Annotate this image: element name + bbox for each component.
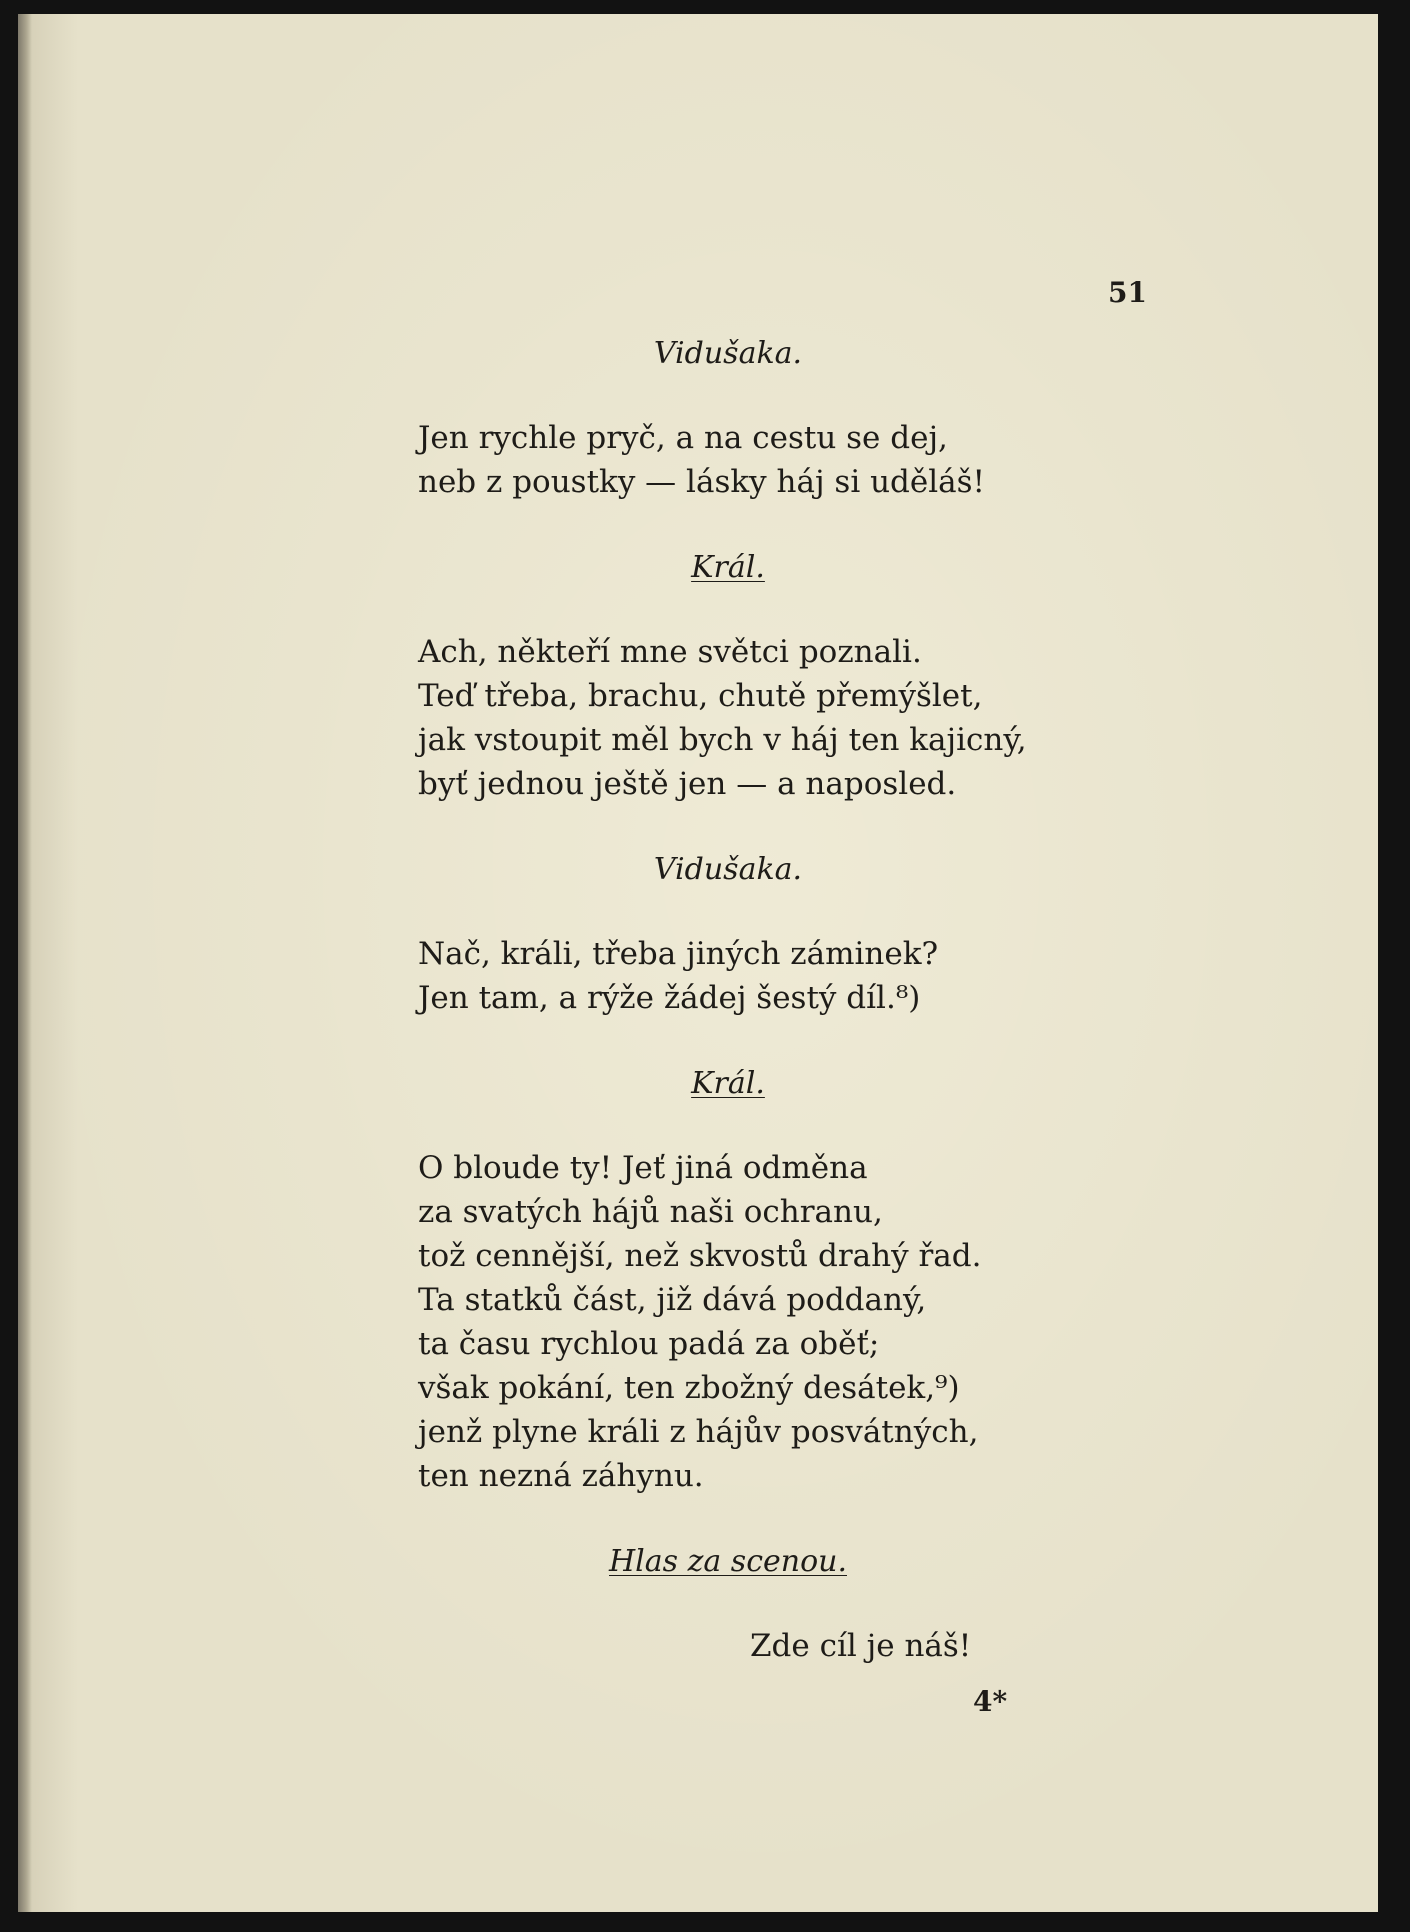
speaker-heading: Král.	[691, 550, 765, 585]
binding-edge	[18, 14, 32, 1912]
verse-text	[418, 332, 1118, 1724]
verse-line: za svatých hájů naši ochranu,	[418, 1194, 883, 1230]
speaker-heading: Vidušaka.	[653, 336, 803, 371]
verse-line: O bloude ty! Jeť jiná odměna	[418, 1150, 868, 1186]
verse-line: byť jednou ještě jen — a naposled.	[418, 766, 957, 802]
stanza	[418, 630, 1118, 806]
verse-line: jak vstoupit měl bych v háj ten kajicný,	[418, 722, 1027, 758]
stanza	[418, 1146, 1118, 1498]
verse-line: Ach, někteří mne světci poznali.	[418, 634, 922, 670]
verse-line: Nač, králi, třeba jiných záminek?	[418, 936, 939, 972]
verse-line: ten nezná záhynu.	[418, 1458, 704, 1494]
verse-line: Jen rychle pryč, a na cestu se dej,	[418, 420, 948, 456]
verse-line: Zde cíl je náš!	[750, 1628, 972, 1664]
page-number: 51	[1108, 276, 1147, 309]
stanza	[418, 416, 1118, 504]
verse-line: jenž plyne králi z hájův posvátných,	[418, 1414, 979, 1450]
verse-line: Jen tam, a rýže žádej šestý díl.⁸)	[418, 980, 921, 1016]
speaker-heading: Vidušaka.	[653, 852, 803, 887]
verse-line: ta času rychlou padá za oběť;	[418, 1326, 880, 1362]
verse-line: tož cennější, než skvostů drahý řad.	[418, 1238, 982, 1274]
speaker-heading: Hlas za scenou.	[609, 1544, 847, 1579]
book-page	[18, 14, 1378, 1912]
stanza	[418, 932, 1118, 1020]
verse-line: neb z poustky — lásky háj si uděláš!	[418, 464, 986, 500]
speaker-heading: Král.	[691, 1066, 765, 1101]
signature-mark: 4*	[973, 1685, 1008, 1718]
verse-line: Ta statků část, již dává poddaný,	[418, 1282, 927, 1318]
verse-line: Teď třeba, brachu, chutě přemýšlet,	[418, 678, 983, 714]
verse-line: však pokání, ten zbožný desátek,⁹)	[418, 1370, 960, 1406]
